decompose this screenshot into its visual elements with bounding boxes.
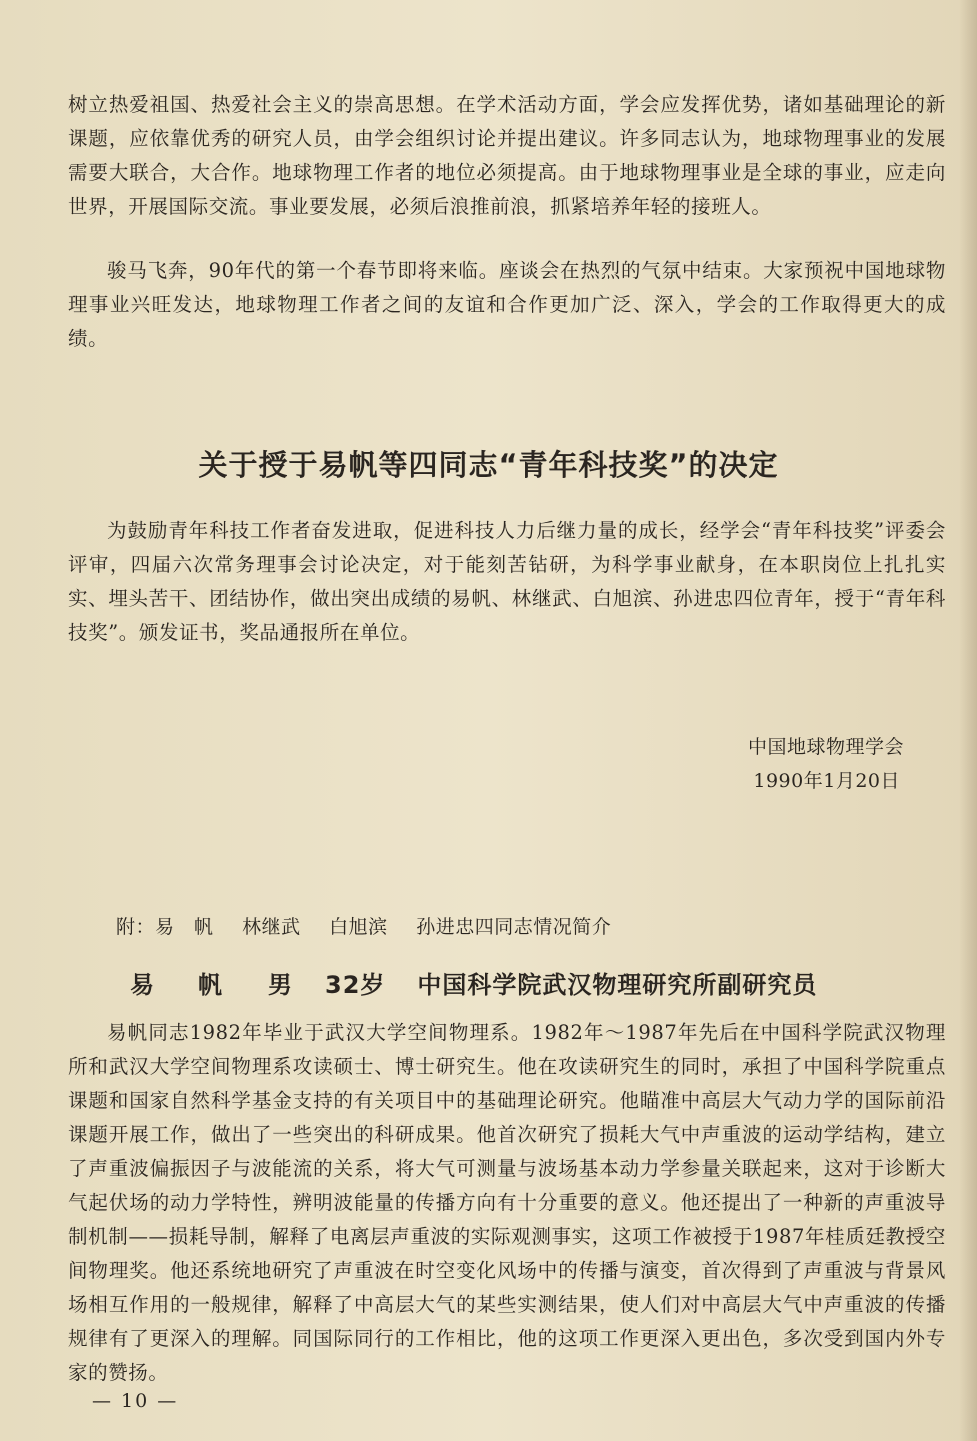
profile-position: 中国科学院武汉物理研究所副研究员: [417, 971, 818, 999]
profile-body: 易帆同志1982年毕业于武汉大学空间物理系。1982年～1987年先后在中国科学院武汉物理所和武汉大学空间物理系攻读硕士、博士研究生。他在攻读研究生的同时，承担了中国科学院重点课题和国家自然科学基金支持的有关项目中的基础理论研究。他瞄准中高层大气动力学的国际前沿课题开展工作，做出了一些突出的科研成果。他首次研究了损耗大气中声重波的运动学结构，建立了声重波偏振因子与波能流的关系，将大气可测量与波场基本动力学参量关联起来，这对于诊断大气起伏场的动力学特性，辨明波能量的传播方向有十分重要的意义。他还提出了一种新的声重波导制机制——损耗导制，解释了电离层声重波的实际观测事实，这项工作被授于1987年桂质廷教授空间物理奖。他还系统地研究了声重波在时空变化风场中的传播与演变，首次得到了声重波与背景风场相互作用的一般规律，解释了中高层大气的某些实测结果，使人们对中高层大气中声重波的传播规律有了更深入的理解。同国际同行的工作相比，他的这项工作更深入更出色，多次受到国内外专家的赞扬。: [68, 1021, 946, 1384]
intro-paragraph-2: 骏马飞奔，90年代的第一个春节即将来临。座谈会在热烈的气氛中结束。大家预祝中国地球物理事业兴旺发达，地球物理工作者之间的友谊和合作更加广泛、深入，学会的工作取得更大的成绩。: [68, 259, 946, 350]
profile-name: 易 帆: [130, 971, 232, 999]
profile-age: 32岁: [325, 971, 386, 999]
page-edge-shadow: [959, 0, 977, 1441]
attachment-label: 附：易 帆: [116, 916, 214, 938]
decision-org: 中国地球物理学会: [747, 736, 904, 758]
attachment-name-1: 林继武: [242, 916, 301, 938]
profile-gender: 男: [268, 971, 293, 999]
intro-paragraph-1: 树立热爱祖国、热爱社会主义的崇高思想。在学术活动方面，学会应发挥优势，诸如基础理论的新课题，应依靠优秀的研究人员，由学会组织讨论并提出建议。许多同志认为，地球物理事业的发展需要大联合，大合作。地球物理工作者的地位必须提高。由于地球物理事业是全球的事业，应走向世界，开展国际交流。事业要发展，必须后浪推前浪，抓紧培养年轻的接班人。: [68, 93, 946, 218]
attachment-name-2: 白旭滨: [329, 916, 388, 938]
decision-body: 为鼓励青年科技工作者奋发进取，促进科技人力后继力量的成长，经学会“青年科技奖”评委会评审，四届六次常务理事会讨论决定，对于能刻苦钻研，为科学事业献身，在本职岗位上扎扎实实、埋头苦干、团结协作，做出突出成绩的易帆、林继武、白旭滨、孙进忠四位青年，授于“青年科技奖”。颁发证书，奖品通报所在单位。: [68, 519, 946, 644]
page-number: — 10 —: [92, 1390, 179, 1412]
profile-heading: [130, 965, 817, 1000]
attachment-name-3: 孙进忠四同志情况简介: [416, 916, 612, 938]
decision-date: 1990年1月20日: [753, 770, 900, 792]
attachment-line: [116, 912, 633, 939]
decision-title: 关于授于易帆等四同志“青年科技奖”的决定: [198, 448, 779, 482]
